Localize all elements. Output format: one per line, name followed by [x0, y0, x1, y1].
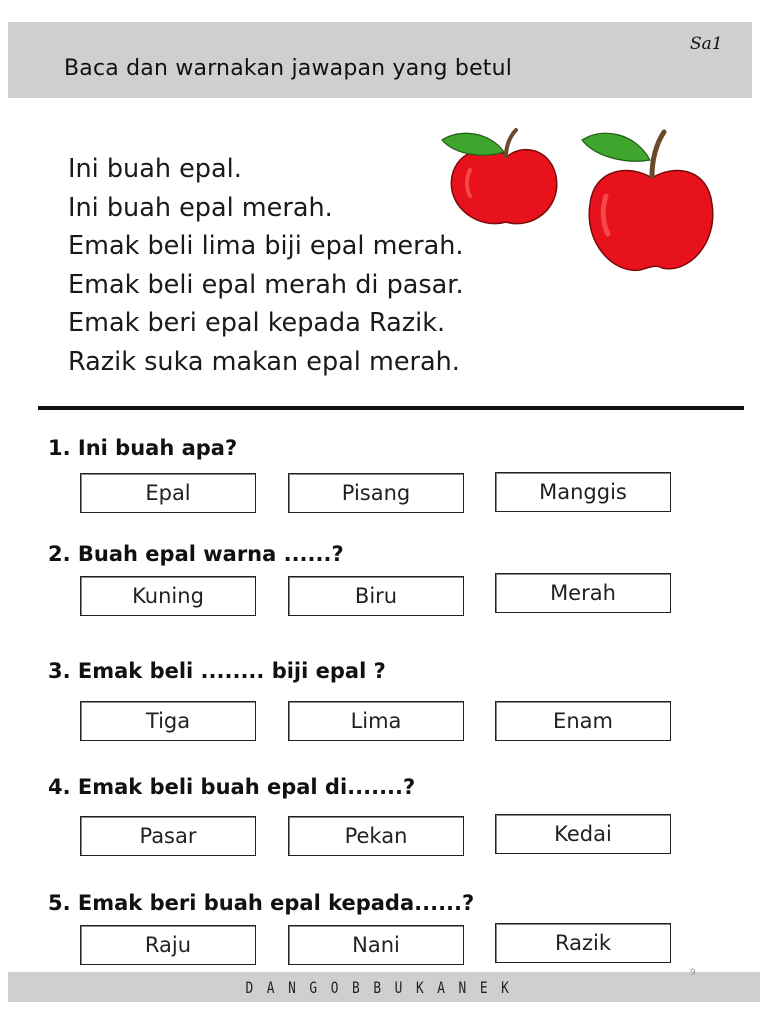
passage-line: Emak beli lima biji epal merah. — [68, 231, 464, 261]
q5-option-1[interactable]: Raju — [80, 925, 256, 965]
q2-option-1[interactable]: Kuning — [80, 576, 256, 616]
passage-line: Emak beli epal merah di pasar. — [68, 269, 464, 300]
question-3: 3. Emak beli ........ biji epal ? — [48, 659, 386, 683]
q2-option-3[interactable]: Merah — [495, 573, 671, 613]
passage-line: Ini buah epal. — [68, 154, 242, 184]
question-4: 4. Emak beli buah epal di.......? — [48, 775, 416, 799]
apples-illustration — [430, 118, 730, 288]
question-5: 5. Emak beri buah epal kepada......? — [48, 891, 475, 915]
q5-option-3[interactable]: Razik — [495, 923, 671, 963]
page-code: Sa1 — [690, 34, 723, 54]
q4-option-2[interactable]: Pekan — [288, 816, 464, 856]
q1-option-2[interactable]: Pisang — [288, 473, 464, 513]
q1-option-1[interactable]: Epal — [80, 473, 256, 513]
reading-passage — [68, 150, 464, 381]
red-apple-icon — [582, 132, 713, 270]
question-1: 1. Ini buah apa? — [48, 436, 238, 460]
passage-line: Ini buah epal merah. — [68, 192, 333, 223]
footer-credit: DANGOBBUKANEK — [245, 978, 523, 997]
q5-option-2[interactable]: Nani — [288, 925, 464, 965]
section-divider — [38, 406, 744, 410]
q3-option-2[interactable]: Lima — [288, 701, 464, 741]
q1-option-3[interactable]: Manggis — [495, 472, 671, 512]
passage-line: Emak beri epal kepada Razik. — [68, 308, 446, 338]
q2-option-2[interactable]: Biru — [288, 576, 464, 616]
red-apple-icon — [442, 130, 557, 224]
question-2: 2. Buah epal warna ......? — [48, 542, 344, 566]
page-number: 9 — [690, 968, 696, 978]
q4-option-1[interactable]: Pasar — [80, 816, 256, 856]
q3-option-3[interactable]: Enam — [495, 701, 671, 741]
worksheet-instruction: Baca dan warnakan jawapan yang betul — [64, 56, 513, 81]
q4-option-3[interactable]: Kedai — [495, 814, 671, 854]
q3-option-1[interactable]: Tiga — [80, 701, 256, 741]
passage-line: Razik suka makan epal merah. — [68, 346, 460, 377]
